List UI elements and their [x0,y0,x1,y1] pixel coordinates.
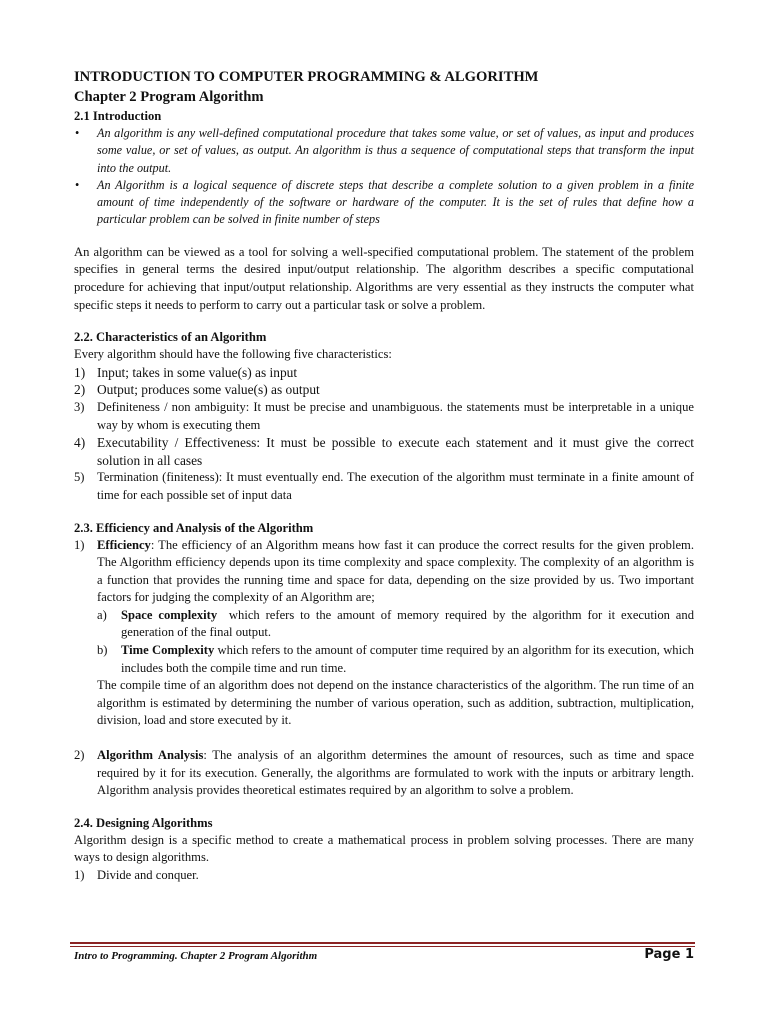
list-item [74,537,698,731]
complexity-sublist [97,607,698,677]
item-number: 2) [74,382,86,398]
list-item [97,607,698,642]
list-item [74,399,694,434]
list-item [74,434,694,469]
footer-title: Intro to Programming. Chapter 2 Program Algorithm [74,950,318,962]
list-item [74,177,694,229]
bullet-icon: • [75,126,80,140]
intro-bullet-list [74,125,694,229]
compile-time-paragraph: The compile time of an algorithm does not depend on the instance characteristics of the algorithm. The run time of an algorithm is estimated by determining the number of various operation, such as addition, subtraction, multiplication, division, load and store executed by it. [97,678,694,728]
list-item [74,125,694,177]
list-item [97,642,694,677]
item-text: Output; produces some value(s) as output [97,382,320,398]
chapter-title: Chapter 2 Program Algorithm [74,89,264,105]
characteristics-list [74,364,694,505]
document-page [74,68,698,885]
item-term: Space complexity [121,607,218,622]
design-paragraph: Algorithm design is a specific method to create a mathematical process in problem solving processes. There are many ways to design algorithms. [74,832,694,865]
item-letter: b) [97,643,108,658]
item-text: which refers to the amount of memory required by the algorithm for it execution and generation of the final output. [121,607,698,640]
item-number: 2) [74,748,85,763]
intro-paragraph: An algorithm can be viewed as a tool for solving a well-specified computational problem. The statement of the problem specifies in general terms the desired input/output relationship. The algorithm describes a specific computational procedure for achieving that input/output relationship. Algorithms are very essential as they instructs the computer what specific steps it needs to perform to carry out a particular task or solve a problem. [74,244,694,312]
item-letter: a) [97,607,107,622]
bullet-icon: • [75,177,80,192]
item-number: 1) [74,364,86,380]
section-heading-2-4: 2.4. Designing Algorithms [74,815,213,830]
characteristics-intro: Every algorithm should have the following five characteristics: [74,347,392,362]
section-heading-2-2: 2.2. Characteristics of an Algorithm [74,330,267,345]
document-title: INTRODUCTION TO COMPUTER PROGRAMMING & ALGORITHM [74,69,539,85]
section-heading-2-1: 2.1 Introduction [74,109,162,123]
item-number: 1) [74,537,85,552]
item-number: 1) [74,868,85,882]
item-text: Termination (finiteness): It must eventually end. The execution of the algorithm must terminate in a finite amount of time for each possible set of input data [97,470,694,502]
list-item [74,364,694,382]
list-item [74,381,694,399]
item-text: : The efficiency of an Algorithm means how fast it can produce the correct results for the given problem. The Algorithm efficiency depends upon its time complexity and space complexity. The complexity of an algorithm is a function that provides the running time and space for data, depending on the size provided by us. Two important factors for judging the complexity of an Algorithm are; [97,537,694,605]
item-number: 3) [74,399,85,414]
item-text: : The analysis of an algorithm determines the amount of resources, such as time and space required by it for its execution. Generally, the algorithms are formulated to work with the inputs or arbitrary length. Algorithm analysis provides theoretical estimates required by an algorithm to solve a problem. [97,748,694,798]
design-list [74,867,694,885]
item-text: Input; takes in some value(s) as input [97,364,298,380]
item-text: Definiteness / non ambiguity: It must be precise and unambiguous. the statements must be interpretable in a unique way by whom is executing them [97,399,694,432]
bullet-text: An algorithm is any well-defined computational procedure that takes some value, or set of values, as input and produces some value, or set of values, as output. An algorithm is thus a sequence of computational steps that transform the input into the output. [97,126,694,175]
item-number: 5) [74,470,85,485]
page-number: Page 1 [644,947,694,962]
spacer [74,730,694,747]
item-text: which refers to the amount of computer time required by an algorithm for its execution, which includes both the compile time and run time. [121,643,694,675]
item-number: 4) [74,435,86,451]
list-item [74,867,694,885]
list-item [74,747,694,800]
footer-rule-thin [70,946,695,947]
item-term: Efficiency [97,537,151,552]
bullet-text: An Algorithm is a logical sequence of discrete steps that describe a complete solution to a given problem in a finite amount of time independently of the software or hardware of the computer. It is the set of rules that define how a particular problem can be solved in finite number of steps [97,177,694,227]
item-term: Algorithm Analysis [97,748,204,763]
efficiency-list [74,537,698,800]
list-item [74,469,694,504]
item-text: Executability / Effectiveness: It must be possible to execute each statement and it must give the correct solution in all cases [97,435,694,468]
item-text: Divide and conquer. [97,868,199,882]
item-term: Time Complexity [121,643,215,658]
footer-rule-thick [70,942,695,944]
section-heading-2-3: 2.3. Efficiency and Analysis of the Algorithm [74,520,314,535]
